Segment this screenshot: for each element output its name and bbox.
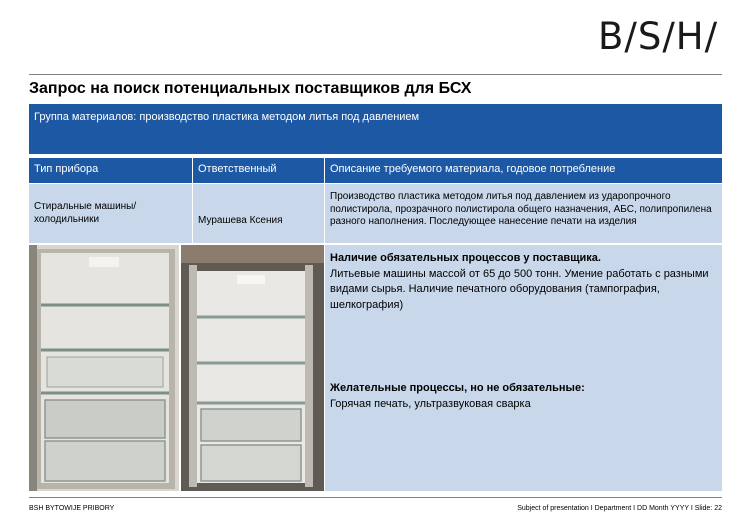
cell-description: Производство пластика методом литья под давлением из ударопрочного полистирола, прозрачного полистирола общего назначения, АБС, полипропилена разного наполнения. Последующее нанесение печати на изделия — [325, 184, 722, 243]
supplier-requirements-panel — [325, 245, 722, 491]
fridge-interior-right-image — [181, 245, 324, 491]
bsh-logo: B/S/H/ — [598, 15, 719, 58]
footer-company: BSH BYTOWIJE PRIBORY — [29, 505, 115, 512]
optional-processes-block — [330, 381, 717, 412]
column-header-description: Описание требуемого материала, годовое потребление — [325, 158, 722, 183]
column-header-device-type: Тип прибора — [29, 158, 192, 183]
footer-slide-info: Subject of presentation I Department I DD Month YYYY I Slide: 22 — [517, 505, 722, 512]
optional-processes-text: Горячая печать, ультразвуковая сварка — [330, 397, 531, 410]
footer-divider — [29, 497, 722, 498]
fridge-interior-left-image — [29, 245, 179, 491]
cell-device-type: Стиральные машины/холодильники — [29, 184, 192, 243]
column-header-responsible: Ответственный — [193, 158, 324, 183]
page-title: Запрос на поиск потенциальных поставщиков для БСХ — [29, 80, 472, 97]
mandatory-processes-text: Литьевые машины массой от 65 до 500 тонн. Умение работать с разными видами сырья. Наличие печатного оборудования (тампография, шелкография) — [330, 267, 709, 311]
fridge-photo-left — [29, 245, 179, 491]
fridge-photo-right — [181, 245, 324, 491]
material-group-banner — [29, 104, 722, 154]
optional-processes-heading: Желательные процессы, но не обязательные: — [330, 382, 585, 394]
mandatory-processes-heading: Наличие обязательных процессов у поставщика. — [330, 252, 601, 264]
header-divider — [29, 74, 722, 75]
material-group-label: Группа материалов: производство пластика методом литья под давлением — [34, 111, 420, 123]
cell-responsible: Мурашева Ксения — [193, 184, 324, 243]
